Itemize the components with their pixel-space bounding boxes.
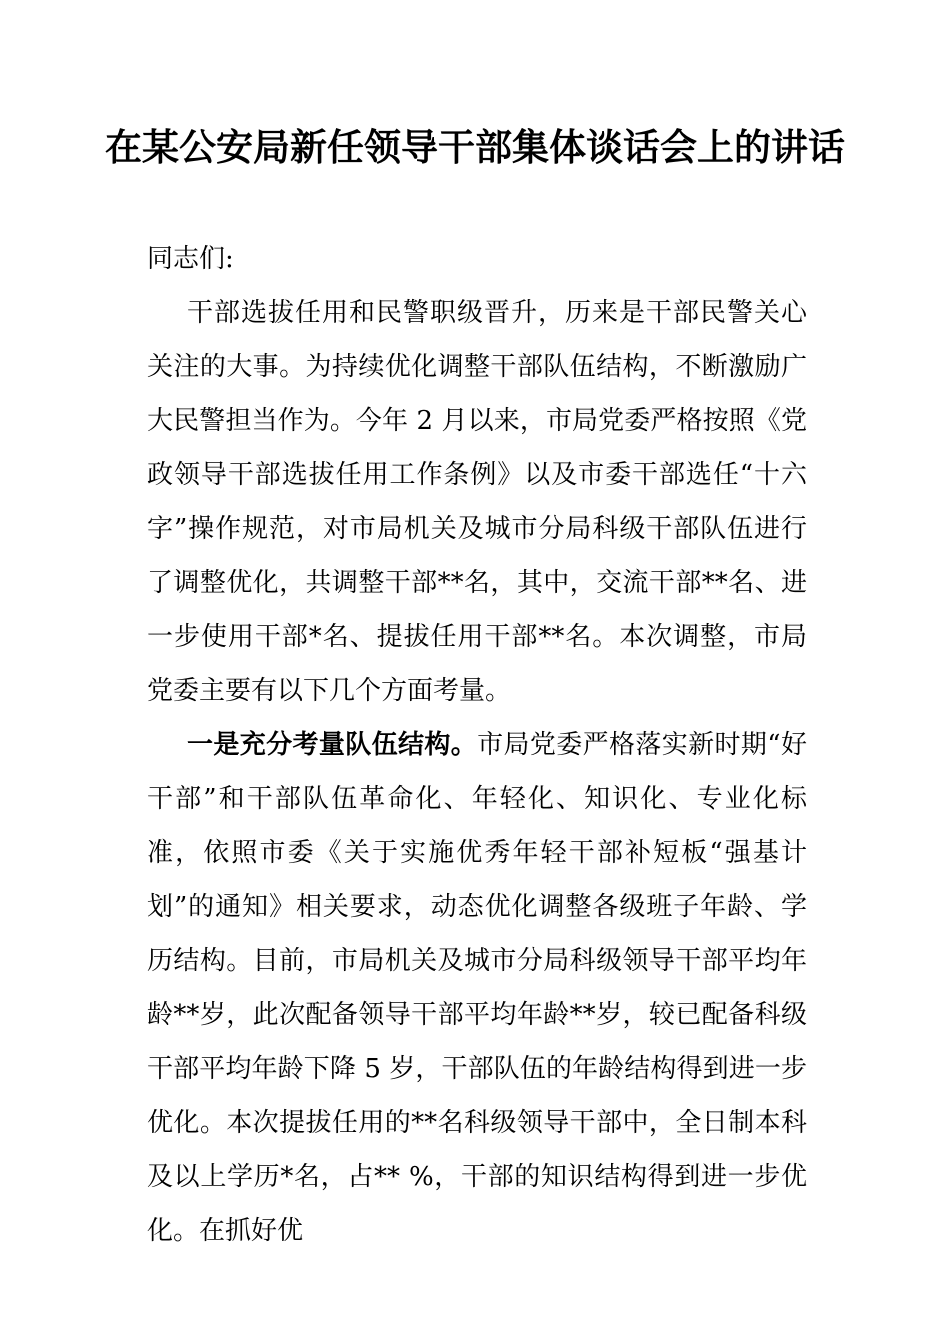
- paragraph-1: [147, 286, 807, 718]
- salutation: 同志们:: [147, 244, 234, 274]
- paragraph-2-text: 市局党委严格落实新时期“好干部”和干部队伍革命化、年轻化、知识化、专业化标准，依照市委《关于实施优秀年轻干部补短板“强基计划”的通知》相关要求，动态优化调整各级班子年龄、学历结构。目前，市局机关及城市分局科级领导干部平均年龄**岁，此次配备领导干部平均年龄**岁，较已配备科级干部平均年龄下降 5 岁，干部队伍的年龄结构得到进一步优化。本次提拔任用的**名科级领导干部中，全日制本科及以上学历*名，占** %，干部的知识结构得到进一步优化。在抓好优: [147, 730, 807, 1246]
- paragraph-2-lead: 一是充分考量队伍结构。: [187, 730, 478, 760]
- paragraph-2: [147, 718, 807, 1258]
- paragraph-1-text: 干部选拔任用和民警职级晋升，历来是干部民警关心关注的大事。为持续优化调整干部队伍结构，不断激励广大民警担当作为。今年 2 月以来，市局党委严格按照《党政领导干部选拔任用工作条例》以及市委干部选任“十六字”操作规范，对市局机关及城市分局科级干部队伍进行了调整优化，共调整干部**名，其中，交流干部**名、进一步使用干部*名、提拔任用干部**名。本次调整，市局党委主要有以下几个方面考量。: [147, 298, 807, 706]
- document-title: 在某公安局新任领导干部集体谈话会上的讲话: [105, 125, 845, 169]
- document-body: [147, 232, 807, 1258]
